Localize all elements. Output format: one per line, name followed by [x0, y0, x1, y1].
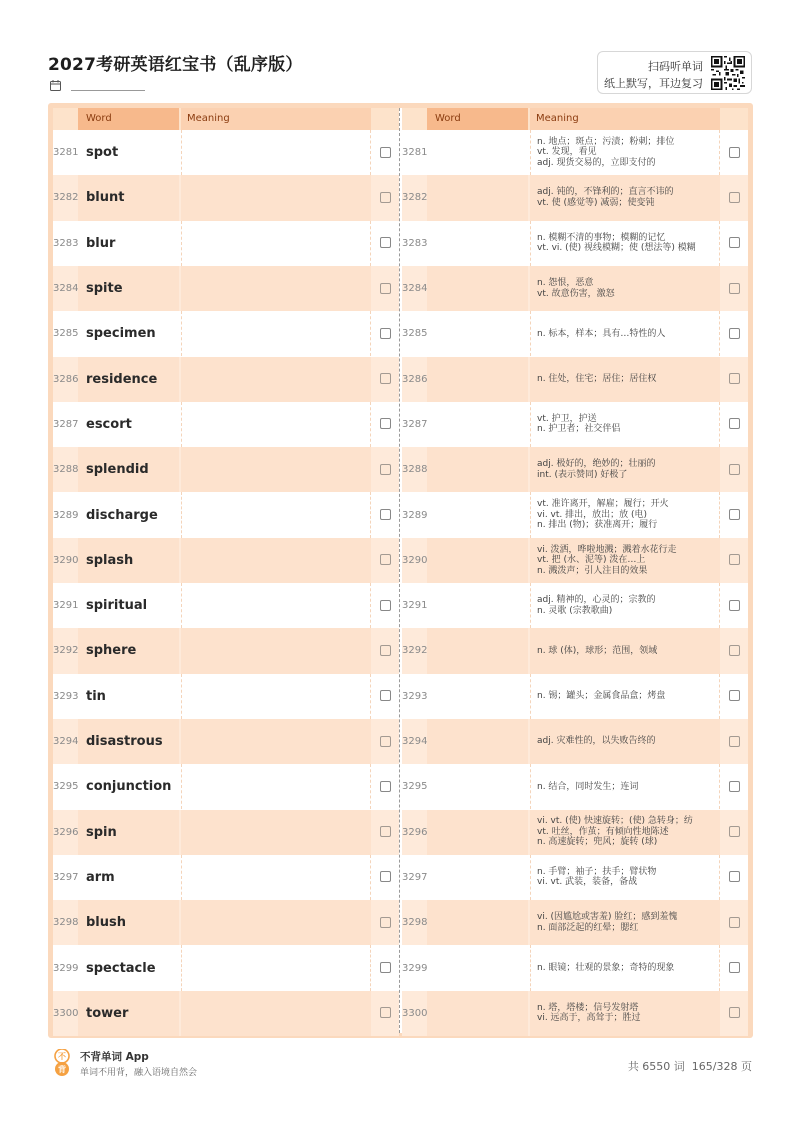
checkbox[interactable] — [380, 1007, 391, 1018]
cell-m-bg — [181, 810, 371, 855]
entry-word: arm — [86, 869, 115, 885]
cell-w-bg — [427, 447, 528, 492]
entry-word: spin — [86, 824, 117, 840]
entry-number: 3298 — [53, 917, 79, 929]
right-table-row — [402, 628, 748, 673]
entry-word: blur — [86, 235, 116, 251]
left-table-row — [53, 628, 399, 673]
checkbox[interactable] — [380, 600, 391, 611]
date-blank-line — [71, 82, 145, 91]
checkbox[interactable] — [729, 147, 740, 158]
entry-number: 3288 — [53, 464, 79, 476]
checkbox[interactable] — [729, 192, 740, 203]
cell-m-bg — [181, 266, 371, 311]
qr-caption — [604, 58, 703, 92]
checkbox[interactable] — [729, 418, 740, 429]
entry-meaning: adj. 精神的，心灵的；宗教的 n. 灵歌 (宗教歌曲) — [537, 595, 656, 616]
entry-meaning: n. 锡；罐头；金属食品盒；烤盘 — [537, 690, 666, 701]
right-table-row — [402, 538, 748, 583]
checkbox[interactable] — [380, 418, 391, 429]
footer-slogan: 单词不用背，融入语境自然会 — [80, 1068, 198, 1078]
entry-word: spot — [86, 145, 119, 161]
entry-number: 3295 — [53, 781, 79, 793]
right-table-row — [402, 492, 748, 537]
svg-text:不: 不 — [58, 1052, 66, 1061]
cell-m-bg — [181, 357, 371, 402]
left-word-header: Word — [78, 108, 179, 130]
entry-meaning: n. 怨恨，恶意 vt. 故意伤害，激怒 — [537, 278, 615, 299]
checkbox[interactable] — [729, 464, 740, 475]
left-table-row — [53, 266, 399, 311]
qr-code-icon[interactable] — [711, 56, 745, 90]
checkbox[interactable] — [729, 600, 740, 611]
right-table-row — [402, 719, 748, 764]
entry-meaning: n. 球 (体)，球形；范围，领域 — [537, 645, 658, 656]
entry-word: disastrous — [86, 734, 163, 750]
cell-w-bg — [427, 900, 528, 945]
left-table-row — [53, 764, 399, 809]
entry-word: escort — [86, 416, 132, 432]
right-table-row — [402, 447, 748, 492]
checkbox[interactable] — [380, 147, 391, 158]
cell-w-bg — [427, 719, 528, 764]
cell-m-bg — [181, 674, 371, 719]
checkbox[interactable] — [380, 826, 391, 837]
entry-meaning: n. 标本，样本；具有…特性的人 — [537, 328, 666, 339]
right-table-row — [402, 311, 748, 356]
entry-meaning: n. 住处，住宅；居住；居住权 — [537, 373, 657, 384]
checkbox[interactable] — [380, 917, 391, 928]
left-table-row — [53, 810, 399, 855]
left-table-row — [53, 402, 399, 447]
cell-w-bg — [427, 130, 528, 175]
entry-number: 3291 — [53, 600, 79, 612]
entry-meaning: vt. 准许离开，解雇；履行；开火 vi. vt. 排出，放出；放 (电) n. 排出 (物)；获准离开；履行 — [537, 499, 669, 531]
cell-m-bg — [181, 855, 371, 900]
entry-number: 3283 — [53, 237, 79, 249]
checkbox[interactable] — [380, 871, 391, 882]
entry-number: 3286 — [53, 373, 79, 385]
entry-number: 3300 — [402, 1007, 428, 1019]
entry-meaning: n. 模糊不清的事物；模糊的记忆 vt. vi. (使) 视线模糊；使 (想法等) 模糊 — [537, 232, 696, 254]
right-word-header: Word — [427, 108, 528, 130]
entry-number: 3289 — [402, 509, 428, 521]
left-table-row — [53, 855, 399, 900]
right-table-row — [402, 764, 748, 809]
checkbox[interactable] — [729, 781, 740, 792]
left-meaning-header: Meaning — [181, 108, 371, 130]
entry-word: blunt — [86, 190, 125, 206]
entry-number: 3282 — [53, 192, 79, 204]
checkbox[interactable] — [729, 373, 740, 384]
cell-w-bg — [427, 628, 528, 673]
entry-number: 3291 — [402, 600, 428, 612]
cell-m-bg — [181, 583, 371, 628]
entry-meaning: n. 地点；斑点；污渍；粉刺；排位 vt. 发现，看见 adj. 现货交易的，立即支付的 — [537, 136, 675, 168]
cell-m-bg — [181, 402, 371, 447]
entry-number: 3294 — [402, 736, 428, 748]
checkbox[interactable] — [729, 917, 740, 928]
entry-word: spectacle — [86, 960, 156, 976]
left-table-row — [53, 583, 399, 628]
checkbox[interactable] — [729, 237, 740, 248]
left-table-row — [53, 357, 399, 402]
left-table-row — [53, 447, 399, 492]
left-table-row — [53, 311, 399, 356]
cell-m-bg — [181, 175, 371, 220]
cell-m-bg — [181, 130, 371, 175]
cell-w-bg — [427, 810, 528, 855]
date-field — [50, 80, 145, 91]
entry-meaning: n. 手臂；袖子；扶手；臂状物 vi. vt. 武装，装备，备战 — [537, 866, 657, 888]
cell-w-bg — [427, 357, 528, 402]
checkbox[interactable] — [729, 871, 740, 882]
entry-meaning: n. 结合，同时发生；连词 — [537, 781, 639, 792]
entry-number: 3281 — [402, 147, 428, 159]
cell-m-bg — [181, 447, 371, 492]
right-table-row — [402, 221, 748, 266]
entry-number: 3286 — [402, 373, 428, 385]
entry-number: 3298 — [402, 917, 428, 929]
left-header-row — [53, 108, 399, 130]
right-table-row — [402, 810, 748, 855]
checkbox[interactable] — [380, 464, 391, 475]
left-table-row — [53, 492, 399, 537]
cell-w-bg — [427, 175, 528, 220]
cell-w-bg — [427, 402, 528, 447]
checkbox[interactable] — [729, 283, 740, 294]
checkbox[interactable] — [729, 554, 740, 565]
cell-w-bg — [427, 221, 528, 266]
entry-meaning: vi. (因尴尬或害羞) 脸红；感到羞愧 n. 面部泛起的红晕；腮红 — [537, 912, 678, 933]
entry-number: 3290 — [402, 554, 428, 566]
left-table-row — [53, 674, 399, 719]
cell-m-bg — [181, 900, 371, 945]
entry-meaning: n. 眼镜；壮观的景象；奇特的现象 — [537, 962, 675, 973]
left-column-block — [53, 108, 399, 1033]
right-table-row — [402, 357, 748, 402]
checkbox[interactable] — [729, 509, 740, 520]
cell-w-bg — [427, 266, 528, 311]
right-table-row — [402, 175, 748, 220]
right-meaning-header: Meaning — [530, 108, 720, 130]
svg-text:背: 背 — [58, 1065, 66, 1074]
entry-meaning: vi. 泼洒，哗啦地溅；溅着水花行走 vt. 把 (水、泥等) 泼在…上 n. 溅泼声；引人注目的效果 — [537, 544, 677, 576]
right-table-row — [402, 991, 748, 1036]
right-table-row — [402, 855, 748, 900]
cell-m-bg — [181, 311, 371, 356]
checkbox[interactable] — [729, 1007, 740, 1018]
entry-word: splash — [86, 552, 134, 568]
word-sheet-inner — [53, 108, 748, 1033]
left-table-row — [53, 900, 399, 945]
right-table-row — [402, 583, 748, 628]
right-table-row — [402, 945, 748, 990]
right-table-row — [402, 266, 748, 311]
checkbox[interactable] — [729, 736, 740, 747]
cell-m-bg — [181, 945, 371, 990]
entry-number: 3295 — [402, 781, 428, 793]
entry-meaning: vi. vt. (使) 快速旋转；(使) 急转身；纺 vt. 吐丝，作茧；有倾向性地陈述 n. 高速旋转；兜风；旋转 (球) — [537, 816, 693, 848]
cell-w-bg — [427, 583, 528, 628]
cell-w-bg — [427, 855, 528, 900]
checkbox[interactable] — [380, 781, 391, 792]
left-table-row — [53, 719, 399, 764]
entry-word: tin — [86, 688, 106, 704]
entry-word: spite — [86, 281, 123, 297]
entry-number: 3290 — [53, 554, 79, 566]
checkbox[interactable] — [380, 237, 391, 248]
word-sheet — [48, 103, 753, 1038]
left-table-row — [53, 945, 399, 990]
entry-word: sphere — [86, 643, 137, 659]
app-logo-icon — [53, 1049, 71, 1077]
cell-m-bg — [181, 538, 371, 583]
entry-word: blush — [86, 915, 127, 931]
right-column-block — [402, 108, 748, 1033]
cell-m-bg — [181, 221, 371, 266]
entry-word: discharge — [86, 507, 158, 523]
left-table-row — [53, 221, 399, 266]
entry-number: 3285 — [53, 328, 79, 340]
entry-word: tower — [86, 1005, 129, 1021]
qr-line-1: 扫码听单词 — [648, 60, 703, 73]
cell-m-bg — [181, 991, 371, 1036]
cell-m-bg — [181, 719, 371, 764]
entry-number: 3300 — [53, 1007, 79, 1019]
entry-number: 3284 — [53, 283, 79, 295]
cell-m-bg — [181, 764, 371, 809]
right-header-row — [402, 108, 748, 130]
entry-number: 3288 — [402, 464, 428, 476]
entry-meaning: adj. 灾难性的，以失败告终的 — [537, 736, 656, 747]
calendar-icon — [50, 80, 61, 91]
cell-w-bg — [427, 674, 528, 719]
right-table-row — [402, 900, 748, 945]
right-table-row — [402, 130, 748, 175]
entry-word: specimen — [86, 326, 156, 342]
entry-number: 3293 — [53, 690, 79, 702]
checkbox[interactable] — [380, 554, 391, 565]
entry-number: 3299 — [53, 962, 79, 974]
checkbox[interactable] — [729, 690, 740, 701]
footer-page-info: 共 6550 词 165/328 页 — [627, 1060, 752, 1073]
footer-app-name: 不背单词 App — [80, 1051, 149, 1063]
entry-number: 3299 — [402, 962, 428, 974]
checkbox[interactable] — [380, 328, 391, 339]
page-title: 2027考研英语红宝书（乱序版） — [48, 55, 303, 75]
entry-meaning: adj. 钝的，不锋利的；直言不讳的 vt. 使 (感觉等) 减弱；使变钝 — [537, 187, 674, 208]
entry-number: 3296 — [402, 826, 428, 838]
checkbox[interactable] — [380, 283, 391, 294]
cell-w-bg — [427, 492, 528, 537]
entry-word: splendid — [86, 462, 149, 478]
checkbox[interactable] — [380, 736, 391, 747]
left-table-row — [53, 130, 399, 175]
entry-number: 3283 — [402, 237, 428, 249]
entry-number: 3287 — [402, 418, 428, 430]
entry-number: 3282 — [402, 192, 428, 204]
right-table-row — [402, 674, 748, 719]
checkbox[interactable] — [380, 192, 391, 203]
qr-panel — [597, 51, 752, 94]
checkbox[interactable] — [380, 645, 391, 656]
entry-meaning: n. 塔，塔楼；信号发射塔 vi. 远高于，高耸于；胜过 — [537, 1002, 641, 1024]
cell-m-bg — [181, 492, 371, 537]
entry-number: 3285 — [402, 328, 428, 340]
entry-number: 3292 — [53, 645, 79, 657]
cell-w-bg — [427, 991, 528, 1036]
entry-number: 3297 — [402, 871, 428, 883]
cell-w-bg — [427, 538, 528, 583]
entry-number: 3289 — [53, 509, 79, 521]
left-table-row — [53, 175, 399, 220]
entry-number: 3293 — [402, 690, 428, 702]
left-table-row — [53, 538, 399, 583]
left-table-row — [53, 991, 399, 1036]
entry-meaning: vt. 护卫，护送 n. 护卫者；社交伴侣 — [537, 413, 621, 435]
qr-line-2: 纸上默写，耳边复习 — [604, 77, 703, 90]
checkbox[interactable] — [729, 645, 740, 656]
entry-number: 3284 — [402, 283, 428, 295]
checkbox[interactable] — [380, 509, 391, 520]
entry-number: 3292 — [402, 645, 428, 657]
cell-m-bg — [181, 628, 371, 673]
entry-word: residence — [86, 371, 158, 387]
entry-number: 3294 — [53, 736, 79, 748]
cell-w-bg — [427, 311, 528, 356]
cell-w-bg — [427, 945, 528, 990]
right-table-row — [402, 402, 748, 447]
entry-number: 3297 — [53, 871, 79, 883]
entry-number: 3281 — [53, 147, 79, 159]
entry-number: 3287 — [53, 418, 79, 430]
checkbox[interactable] — [729, 962, 740, 973]
entry-number: 3296 — [53, 826, 79, 838]
entry-word: conjunction — [86, 779, 172, 795]
checkbox[interactable] — [380, 962, 391, 973]
checkbox[interactable] — [729, 826, 740, 837]
checkbox[interactable] — [380, 373, 391, 384]
entry-word: spiritual — [86, 598, 148, 614]
checkbox[interactable] — [380, 690, 391, 701]
entry-meaning: adj. 极好的，绝妙的；壮丽的 int. (表示赞同) 好极了 — [537, 459, 656, 480]
checkbox[interactable] — [729, 328, 740, 339]
cell-w-bg — [427, 764, 528, 809]
